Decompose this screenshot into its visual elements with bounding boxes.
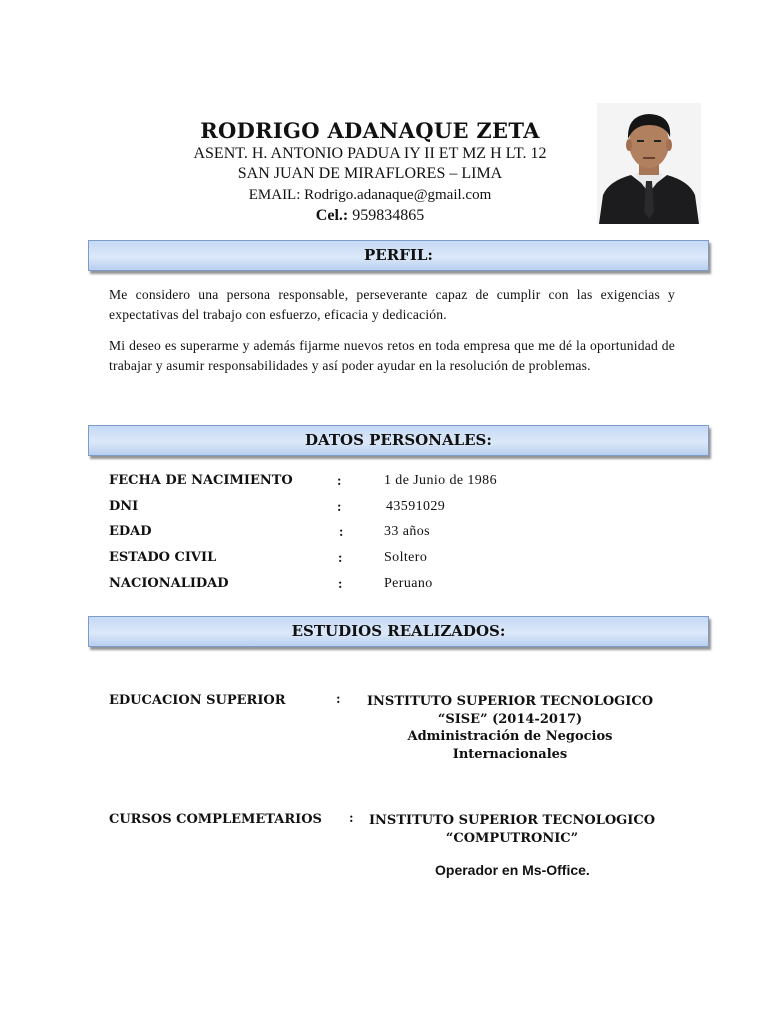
estudio-value-educacion-superior: [360, 693, 660, 763]
email-line: EMAIL: Rodrigo.adanaque@gmail.com: [248, 187, 492, 203]
datos-row-fecha-nacimiento: [109, 473, 709, 495]
estudio-separator: :: [336, 692, 341, 707]
estudio-line: Administración de Negocios: [407, 729, 613, 744]
datos-separator: :: [337, 473, 342, 488]
profile-photo-icon: [597, 103, 701, 224]
address-line-1: ASENT. H. ANTONIO PADUA IY II ET MZ H LT. 12: [193, 145, 547, 162]
estudio-line: INSTITUTO SUPERIOR TECNOLOGICO: [366, 694, 654, 709]
section-header-datos-personales: DATOS PERSONALES:: [88, 425, 709, 456]
datos-label: DNI: [109, 499, 139, 514]
datos-value: 1 de Junio de 1986: [384, 473, 497, 488]
estudio-line: Internacionales: [452, 746, 568, 762]
section-header-perfil: PERFIL:: [88, 240, 709, 271]
datos-row-estado-civil: [109, 550, 709, 572]
datos-row-dni: [109, 499, 709, 521]
phone-number: 959834865: [352, 207, 425, 224]
datos-value: 33 años: [384, 524, 430, 539]
datos-separator: :: [338, 550, 343, 565]
perfil-paragraph-1: Me considero una persona responsable, perseverante capaz de cumplir con las exigencias y expectativas del trabajo con esfuerzo, eficacia y dedicación.: [109, 287, 675, 322]
datos-value: Peruano: [384, 576, 433, 591]
phone-line: [200, 207, 540, 225]
datos-separator: :: [337, 499, 342, 514]
estudio-label-cursos: CURSOS COMPLEMETARIOS: [109, 812, 322, 827]
estudio-separator: :: [349, 811, 354, 826]
datos-separator: :: [338, 576, 343, 591]
datos-row-edad: [109, 524, 709, 546]
datos-value: 43591029: [386, 499, 446, 514]
section-header-estudios: ESTUDIOS REALIZADOS:: [88, 616, 709, 647]
candidate-name: RODRIGO ADANAQUE ZETA: [200, 118, 540, 143]
phone-label: Cel.:: [315, 207, 349, 224]
datos-label: ESTADO CIVIL: [109, 550, 217, 565]
datos-label: EDAD: [109, 524, 152, 539]
estudio-line: “COMPUTRONIC”: [445, 830, 579, 846]
estudio-label-educacion-superior: EDUCACION SUPERIOR: [109, 693, 286, 708]
datos-separator: :: [339, 524, 344, 539]
datos-value: Soltero: [384, 550, 428, 565]
estudio-line: “SISE” (2014-2017): [437, 711, 583, 727]
address-line-2: SAN JUAN DE MIRAFLORES – LIMA: [237, 165, 503, 182]
estudio-line: INSTITUTO SUPERIOR TECNOLOGICO: [368, 813, 656, 828]
datos-label: NACIONALIDAD: [109, 576, 229, 591]
perfil-paragraph-2: Mi deseo es superarme y además fijarme nuevos retos en toda empresa que me dé la oportunidad de trabajar y asumir responsabilidades y así poder ayudar en la resolución de problemas.: [109, 338, 675, 373]
profile-photo: [597, 103, 701, 224]
datos-label: FECHA DE NACIMIENTO: [109, 473, 293, 488]
datos-row-nacionalidad: [109, 576, 709, 598]
estudio-value-cursos: [362, 812, 662, 847]
curso-detail: Operador en Ms-Office.: [435, 862, 590, 878]
